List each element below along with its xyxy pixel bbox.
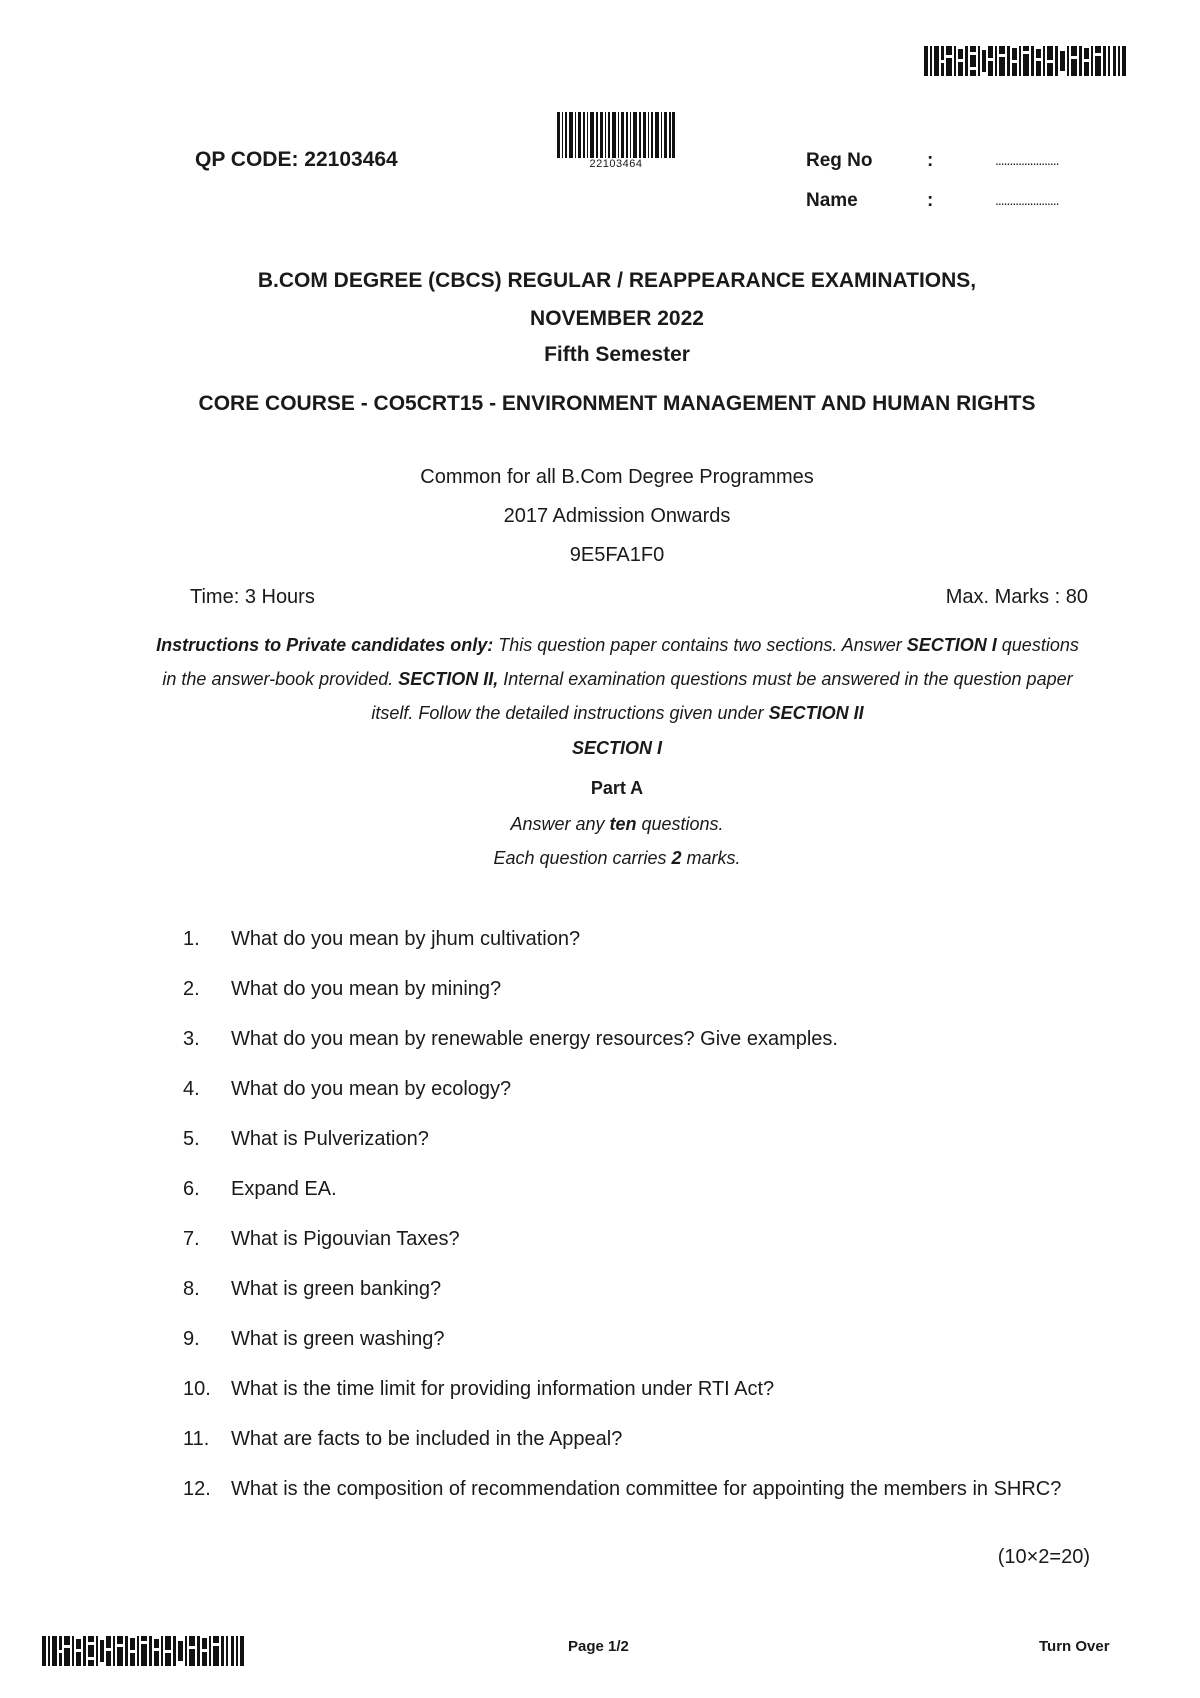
instructions-text-1: This question paper contains two sections. Answer bbox=[493, 635, 907, 655]
question-text: What is Pigouvian Taxes? bbox=[231, 1228, 460, 1250]
question-item bbox=[183, 1272, 1083, 1306]
section-title: SECTION I bbox=[571, 738, 662, 758]
question-number: 7. bbox=[183, 1228, 200, 1250]
each-marks: 2 bbox=[671, 848, 682, 868]
each-post: marks. bbox=[681, 848, 741, 868]
question-number: 10. bbox=[183, 1378, 211, 1400]
question-item bbox=[183, 1172, 1083, 1206]
question-text: Expand EA. bbox=[231, 1178, 337, 1200]
question-number: 2. bbox=[183, 978, 200, 1000]
exam-title bbox=[0, 262, 1200, 338]
part-title: Part A bbox=[590, 778, 644, 798]
marks-instruction bbox=[0, 848, 1200, 869]
answer-pre: Answer any bbox=[510, 814, 610, 834]
course-title-text: CORE COURSE - CO5CRT15 - ENVIRONMENT MANAGEMENT AND HUMAN RIGHTS bbox=[198, 392, 1036, 415]
question-item bbox=[183, 1072, 1083, 1106]
question-text: What is green washing? bbox=[231, 1328, 445, 1350]
instructions-text-2: questions in the answer-book provided. bbox=[162, 635, 1079, 689]
admission: 2017 Admission Onwards bbox=[503, 505, 731, 527]
answer-count: ten bbox=[609, 814, 637, 834]
question-text: What do you mean by mining? bbox=[231, 978, 502, 1000]
question-text: What is Pulverization? bbox=[231, 1128, 429, 1150]
qp-barcode bbox=[557, 112, 675, 170]
question-item bbox=[183, 922, 1083, 956]
question-item bbox=[183, 1322, 1083, 1356]
instructions-section-3: SECTION II bbox=[768, 703, 864, 723]
question-list bbox=[183, 922, 1083, 1522]
page-number: Page 1/2 bbox=[568, 1638, 629, 1655]
reg-no-colon: : bbox=[927, 150, 934, 171]
question-number: 1. bbox=[183, 928, 200, 950]
question-item bbox=[183, 1222, 1083, 1256]
question-number: 6. bbox=[183, 1178, 200, 1200]
turn-over: Turn Over bbox=[1039, 1638, 1110, 1655]
question-number: 3. bbox=[183, 1028, 200, 1050]
name-label: Name bbox=[806, 190, 858, 211]
question-text: What are facts to be included in the Appeal? bbox=[231, 1428, 623, 1450]
answer-instruction bbox=[0, 814, 1200, 835]
question-item bbox=[183, 1022, 1083, 1056]
question-text: What is the composition of recommendation committee for appointing the members in SHRC? bbox=[231, 1478, 1062, 1500]
question-number: 11. bbox=[183, 1428, 210, 1450]
course-title bbox=[0, 385, 1200, 423]
question-number: 12. bbox=[183, 1478, 211, 1500]
exam-title-text: B.COM DEGREE (CBCS) REGULAR / REAPPEARANCE EXAMINATIONS, NOVEMBER 2022 bbox=[257, 269, 977, 330]
instructions-lead: Instructions to Private candidates only: bbox=[156, 635, 494, 655]
question-text: What do you mean by ecology? bbox=[231, 1078, 512, 1100]
name-blank: ...................... bbox=[995, 192, 1059, 208]
question-number: 5. bbox=[183, 1128, 200, 1150]
question-item bbox=[183, 1122, 1083, 1156]
question-item bbox=[183, 1422, 1083, 1456]
qp-code: QP CODE: 22103464 bbox=[195, 148, 398, 171]
question-number: 9. bbox=[183, 1328, 200, 1350]
instructions-text-3: Internal examination questions must be answered in the question paper itself. Follow the detailed instructions given under bbox=[371, 669, 1073, 723]
question-text: What is the time limit for providing information under RTI Act? bbox=[231, 1378, 775, 1400]
top-barcode-image bbox=[924, 46, 1126, 76]
answer-post: questions. bbox=[636, 814, 724, 834]
reg-no-blank: ...................... bbox=[995, 152, 1059, 168]
question-text: What is green banking? bbox=[231, 1278, 442, 1300]
question-text: What do you mean by jhum cultivation? bbox=[231, 928, 581, 950]
common-for: Common for all B.Com Degree Programmes bbox=[420, 466, 814, 488]
qp-barcode-number: 22103464 bbox=[589, 158, 643, 170]
question-item bbox=[183, 1372, 1083, 1406]
total-marks: (10×2=20) bbox=[997, 1546, 1090, 1568]
question-item bbox=[183, 972, 1083, 1006]
question-text: What do you mean by renewable energy resources? Give examples. bbox=[231, 1028, 838, 1050]
paper-code: 9E5FA1F0 bbox=[569, 544, 665, 566]
question-number: 8. bbox=[183, 1278, 200, 1300]
question-item bbox=[183, 1472, 1083, 1506]
question-number: 4. bbox=[183, 1078, 200, 1100]
reg-no-label: Reg No bbox=[806, 150, 873, 171]
each-pre: Each question carries bbox=[493, 848, 672, 868]
semester: Fifth Semester bbox=[544, 343, 690, 366]
instructions-section-1: SECTION I bbox=[906, 635, 997, 655]
instructions bbox=[150, 628, 1085, 730]
qp-barcode-image bbox=[557, 112, 675, 158]
time: Time: 3 Hours bbox=[190, 586, 315, 608]
bottom-barcode-image bbox=[42, 1636, 244, 1666]
name-colon: : bbox=[927, 190, 934, 211]
instructions-section-2: SECTION II, bbox=[398, 669, 499, 689]
max-marks: Max. Marks : 80 bbox=[945, 586, 1088, 608]
